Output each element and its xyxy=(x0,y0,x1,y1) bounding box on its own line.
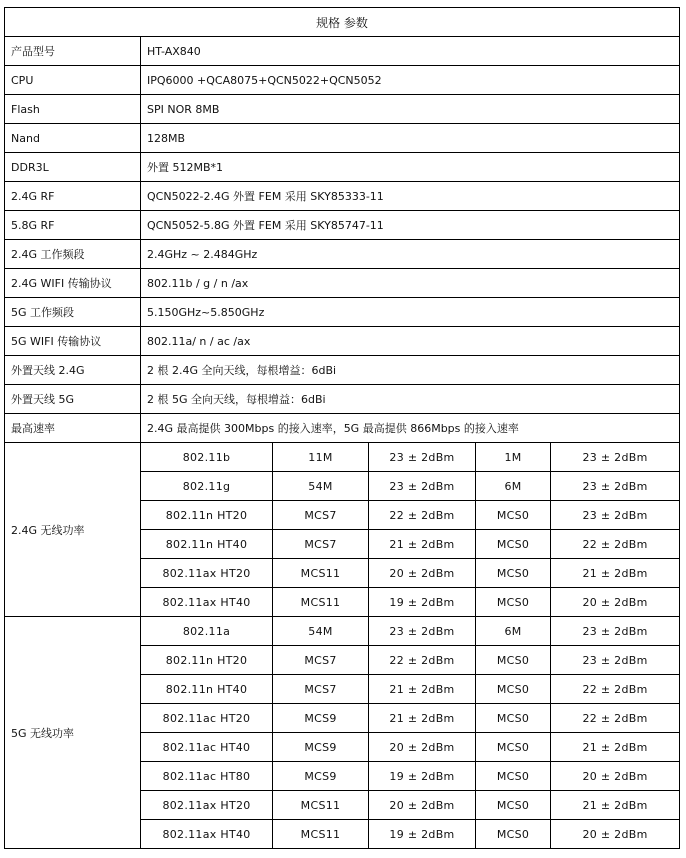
power-cell: 22 ± 2dBm xyxy=(551,675,680,704)
table-row xyxy=(5,414,680,443)
table-row xyxy=(5,356,680,385)
spec-label: 最高速率 xyxy=(5,414,141,443)
power-cell: 20 ± 2dBm xyxy=(369,559,476,588)
power-cell: 20 ± 2dBm xyxy=(369,791,476,820)
rate-cell: MCS0 xyxy=(476,530,551,559)
spec-value: 802.11b / g / n /ax xyxy=(141,269,680,298)
spec-label: DDR3L xyxy=(5,153,141,182)
rate-cell: MCS0 xyxy=(476,704,551,733)
spec-value: IPQ6000 +QCA8075+QCN5022+QCN5052 xyxy=(141,66,680,95)
spec-label: 外置天线 5G xyxy=(5,385,141,414)
power-cell: 20 ± 2dBm xyxy=(369,733,476,762)
power-cell: 20 ± 2dBm xyxy=(551,588,680,617)
spec-value: 2.4G 最高提供 300Mbps 的接入速率，5G 最高提供 866Mbps 的接入速率 xyxy=(141,414,680,443)
mode-cell: 802.11ax HT20 xyxy=(141,559,273,588)
rate-cell: MCS11 xyxy=(273,820,369,849)
spec-value: 外置 512MB*1 xyxy=(141,153,680,182)
spec-value: HT-AX840 xyxy=(141,37,680,66)
rate-cell: MCS0 xyxy=(476,820,551,849)
power-cell: 19 ± 2dBm xyxy=(369,820,476,849)
spec-value: QCN5022-2.4G 外置 FEM 采用 SKY85333-11 xyxy=(141,182,680,211)
mode-cell: 802.11b xyxy=(141,443,273,472)
mode-cell: 802.11n HT20 xyxy=(141,646,273,675)
rate-cell: MCS7 xyxy=(273,646,369,675)
power-cell: 21 ± 2dBm xyxy=(369,530,476,559)
power-cell: 19 ± 2dBm xyxy=(369,588,476,617)
power-cell: 22 ± 2dBm xyxy=(551,530,680,559)
spec-label: CPU xyxy=(5,66,141,95)
spec-label: Nand xyxy=(5,124,141,153)
rate-cell: MCS7 xyxy=(273,530,369,559)
spec-value: 2.4GHz ~ 2.484GHz xyxy=(141,240,680,269)
spec-label: 5G 工作频段 xyxy=(5,298,141,327)
mode-cell: 802.11ac HT20 xyxy=(141,704,273,733)
rate-cell: MCS11 xyxy=(273,791,369,820)
spec-value: 128MB xyxy=(141,124,680,153)
spec-label: 2.4G RF xyxy=(5,182,141,211)
power-cell: 22 ± 2dBm xyxy=(551,704,680,733)
mode-cell: 802.11g xyxy=(141,472,273,501)
mode-cell: 802.11ac HT80 xyxy=(141,762,273,791)
table-title: 规格 参数 xyxy=(5,8,680,37)
mode-cell: 802.11ac HT40 xyxy=(141,733,273,762)
power-group-label: 5G 无线功率 xyxy=(5,617,141,849)
rate-cell: MCS9 xyxy=(273,762,369,791)
power-cell: 20 ± 2dBm xyxy=(551,762,680,791)
table-row xyxy=(5,37,680,66)
spec-value: 2 根 5G 全向天线，每根增益：6dBi xyxy=(141,385,680,414)
rate-cell: 1M xyxy=(476,443,551,472)
rate-cell: 6M xyxy=(476,472,551,501)
power-cell: 23 ± 2dBm xyxy=(369,472,476,501)
table-row xyxy=(5,298,680,327)
spec-label: 5G WIFI 传输协议 xyxy=(5,327,141,356)
rate-cell: MCS11 xyxy=(273,588,369,617)
rate-cell: MCS0 xyxy=(476,762,551,791)
table-row xyxy=(5,95,680,124)
rate-cell: MCS0 xyxy=(476,646,551,675)
mode-cell: 802.11ax HT20 xyxy=(141,791,273,820)
table-row xyxy=(5,153,680,182)
table-row xyxy=(5,385,680,414)
rate-cell: MCS0 xyxy=(476,588,551,617)
table-row xyxy=(5,124,680,153)
table-row xyxy=(5,269,680,298)
spec-value: 5.150GHz~5.850GHz xyxy=(141,298,680,327)
rate-cell: MCS7 xyxy=(273,501,369,530)
spec-label: 2.4G WIFI 传输协议 xyxy=(5,269,141,298)
mode-cell: 802.11ax HT40 xyxy=(141,588,273,617)
power-cell: 23 ± 2dBm xyxy=(551,501,680,530)
spec-label: 产品型号 xyxy=(5,37,141,66)
power-cell: 23 ± 2dBm xyxy=(369,443,476,472)
spec-value: 802.11a/ n / ac /ax xyxy=(141,327,680,356)
power-row xyxy=(5,443,680,472)
rate-cell: MCS7 xyxy=(273,675,369,704)
power-cell: 20 ± 2dBm xyxy=(551,820,680,849)
rate-cell: 6M xyxy=(476,617,551,646)
mode-cell: 802.11n HT40 xyxy=(141,675,273,704)
power-cell: 19 ± 2dBm xyxy=(369,762,476,791)
power-cell: 23 ± 2dBm xyxy=(551,646,680,675)
mode-cell: 802.11n HT20 xyxy=(141,501,273,530)
power-group-label: 2.4G 无线功率 xyxy=(5,443,141,617)
power-row xyxy=(5,617,680,646)
power-cell: 21 ± 2dBm xyxy=(551,791,680,820)
rate-cell: MCS9 xyxy=(273,733,369,762)
power-cell: 23 ± 2dBm xyxy=(369,617,476,646)
mode-cell: 802.11a xyxy=(141,617,273,646)
power-cell: 23 ± 2dBm xyxy=(551,617,680,646)
mode-cell: 802.11n HT40 xyxy=(141,530,273,559)
rate-cell: MCS0 xyxy=(476,791,551,820)
spec-label: 5.8G RF xyxy=(5,211,141,240)
table-row xyxy=(5,327,680,356)
rate-cell: MCS11 xyxy=(273,559,369,588)
rate-cell: 11M xyxy=(273,443,369,472)
table-row xyxy=(5,182,680,211)
power-cell: 21 ± 2dBm xyxy=(551,559,680,588)
spec-label: Flash xyxy=(5,95,141,124)
power-cell: 22 ± 2dBm xyxy=(369,501,476,530)
power-cell: 21 ± 2dBm xyxy=(369,704,476,733)
power-cell: 23 ± 2dBm xyxy=(551,443,680,472)
spec-label: 外置天线 2.4G xyxy=(5,356,141,385)
power-cell: 21 ± 2dBm xyxy=(369,675,476,704)
power-cell: 23 ± 2dBm xyxy=(551,472,680,501)
spec-value: SPI NOR 8MB xyxy=(141,95,680,124)
table-row xyxy=(5,211,680,240)
rate-cell: MCS0 xyxy=(476,675,551,704)
rate-cell: 54M xyxy=(273,472,369,501)
spec-table xyxy=(4,7,680,849)
power-cell: 21 ± 2dBm xyxy=(551,733,680,762)
table-title-row xyxy=(5,8,680,37)
table-row xyxy=(5,66,680,95)
power-cell: 22 ± 2dBm xyxy=(369,646,476,675)
rate-cell: MCS0 xyxy=(476,733,551,762)
spec-value: QCN5052-5.8G 外置 FEM 采用 SKY85747-11 xyxy=(141,211,680,240)
table-row xyxy=(5,240,680,269)
rate-cell: 54M xyxy=(273,617,369,646)
rate-cell: MCS9 xyxy=(273,704,369,733)
spec-label: 2.4G 工作频段 xyxy=(5,240,141,269)
spec-value: 2 根 2.4G 全向天线，每根增益：6dBi xyxy=(141,356,680,385)
mode-cell: 802.11ax HT40 xyxy=(141,820,273,849)
rate-cell: MCS0 xyxy=(476,501,551,530)
rate-cell: MCS0 xyxy=(476,559,551,588)
